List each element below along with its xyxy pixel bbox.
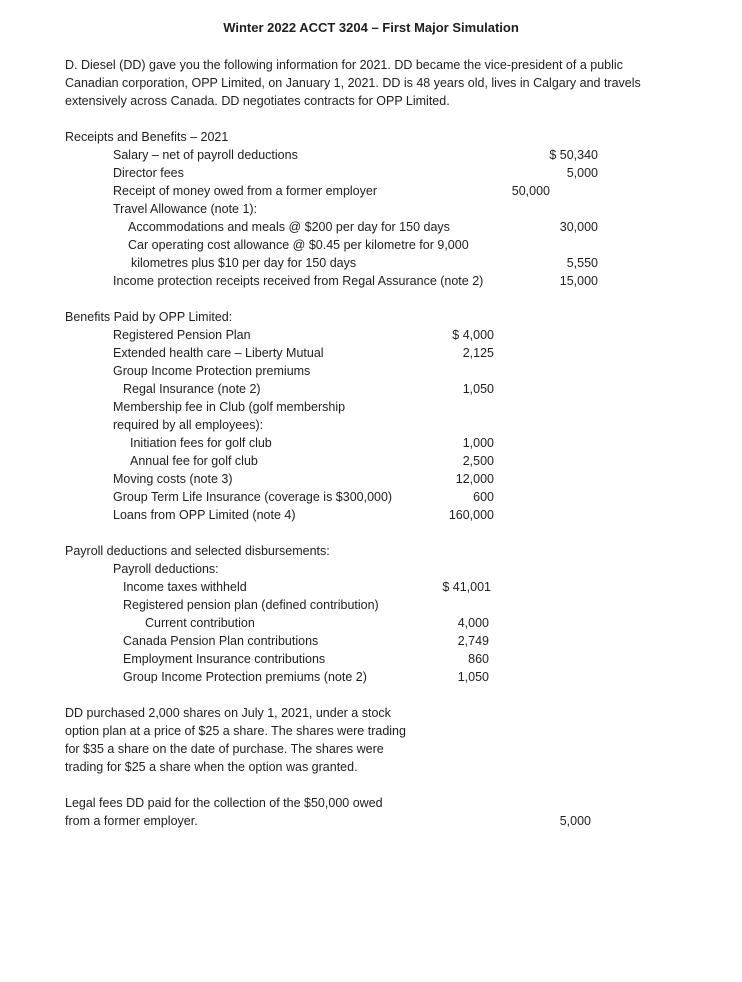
director-label: Director fees bbox=[113, 166, 184, 180]
benefits-heading: Benefits Paid by OPP Limited: bbox=[65, 310, 233, 324]
life-insurance-amount: 600 bbox=[473, 490, 494, 504]
initiation-label: Initiation fees for golf club bbox=[130, 436, 272, 450]
legal-fees-line-2: from a former employer. bbox=[65, 814, 198, 828]
cpp-amount: 2,749 bbox=[457, 634, 489, 648]
cpp-label: Canada Pension Plan contributions bbox=[123, 634, 319, 648]
accommodations-label: Accommodations and meals @ $200 per day for 150 days bbox=[128, 220, 450, 234]
initiation-amount: 1,000 bbox=[462, 436, 494, 450]
regal-amount: 1,050 bbox=[462, 382, 494, 396]
health-label: Extended health care – Liberty Mutual bbox=[113, 346, 324, 360]
income-tax-label: Income taxes withheld bbox=[123, 580, 247, 594]
director-amount: 5,000 bbox=[566, 166, 598, 180]
income-protection-label: Income protection receipts received from Regal Assurance (note 2) bbox=[113, 274, 484, 288]
ei-label: Employment Insurance contributions bbox=[123, 652, 326, 666]
gip-premium-label: Group Income Protection premiums (note 2) bbox=[123, 670, 367, 684]
salary-label: Salary – net of payroll deductions bbox=[113, 148, 298, 162]
payroll-subheading: Payroll deductions: bbox=[113, 562, 219, 576]
annual-fee-amount: 2,500 bbox=[462, 454, 494, 468]
intro-line-2: Canadian corporation, OPP Limited, on January 1, 2021. DD is 48 years old, lives in Calgary and travels bbox=[65, 76, 641, 90]
receipts-heading: Receipts and Benefits – 2021 bbox=[65, 130, 229, 144]
income-tax-amount: $ 41,001 bbox=[442, 580, 491, 594]
ei-amount: 860 bbox=[468, 652, 489, 666]
shares-line-1: DD purchased 2,000 shares on July 1, 2021, under a stock bbox=[65, 706, 391, 720]
life-insurance-label: Group Term Life Insurance (coverage is $300,000) bbox=[113, 490, 393, 504]
club-label-line-1: Membership fee in Club (golf membership bbox=[113, 400, 346, 414]
regal-label: Regal Insurance (note 2) bbox=[123, 382, 261, 396]
car-allowance-amount: 5,550 bbox=[566, 256, 598, 270]
intro-line-1: D. Diesel (DD) gave you the following information for 2021. DD became the vice-president of a public bbox=[65, 58, 623, 72]
car-allowance-line-1: Car operating cost allowance @ $0.45 per kilometre for 9,000 bbox=[128, 238, 469, 252]
rpp-amount: $ 4,000 bbox=[452, 328, 494, 342]
rpp-label: Registered Pension Plan bbox=[113, 328, 251, 342]
former-employer-amount: 50,000 bbox=[511, 184, 550, 198]
shares-line-2: option plan at a price of $25 a share. The shares were trading bbox=[65, 724, 406, 738]
current-contribution-amount: 4,000 bbox=[457, 616, 489, 630]
intro-line-3: extensively across Canada. DD negotiates contracts for OPP Limited. bbox=[65, 94, 450, 108]
page-title: Winter 2022 ACCT 3204 – First Major Simulation bbox=[223, 20, 519, 35]
legal-fees-line-1: Legal fees DD paid for the collection of the $50,000 owed bbox=[65, 796, 383, 810]
current-contribution-label: Current contribution bbox=[145, 616, 255, 630]
shares-line-3: for $35 a share on the date of purchase. The shares were bbox=[65, 742, 384, 756]
legal-fees-amount: 5,000 bbox=[559, 814, 591, 828]
accommodations-amount: 30,000 bbox=[559, 220, 598, 234]
moving-amount: 12,000 bbox=[455, 472, 494, 486]
health-amount: 2,125 bbox=[462, 346, 494, 360]
former-employer-label: Receipt of money owed from a former employer bbox=[113, 184, 377, 198]
pension-plan-heading: Registered pension plan (defined contribution) bbox=[123, 598, 379, 612]
annual-fee-label: Annual fee for golf club bbox=[130, 454, 258, 468]
income-protection-amount: 15,000 bbox=[559, 274, 598, 288]
travel-allowance-label: Travel Allowance (note 1): bbox=[113, 202, 258, 216]
gip-premium-amount: 1,050 bbox=[457, 670, 489, 684]
car-allowance-line-2: kilometres plus $10 per day for 150 days bbox=[131, 256, 357, 270]
club-label-line-2: required by all employees): bbox=[113, 418, 264, 432]
loans-amount: 160,000 bbox=[448, 508, 494, 522]
payroll-heading: Payroll deductions and selected disbursements: bbox=[65, 544, 330, 558]
moving-label: Moving costs (note 3) bbox=[113, 472, 233, 486]
group-income-label: Group Income Protection premiums bbox=[113, 364, 311, 378]
shares-line-4: trading for $25 a share when the option was granted. bbox=[65, 760, 358, 774]
loans-label: Loans from OPP Limited (note 4) bbox=[113, 508, 296, 522]
salary-amount: $ 50,340 bbox=[549, 148, 598, 162]
